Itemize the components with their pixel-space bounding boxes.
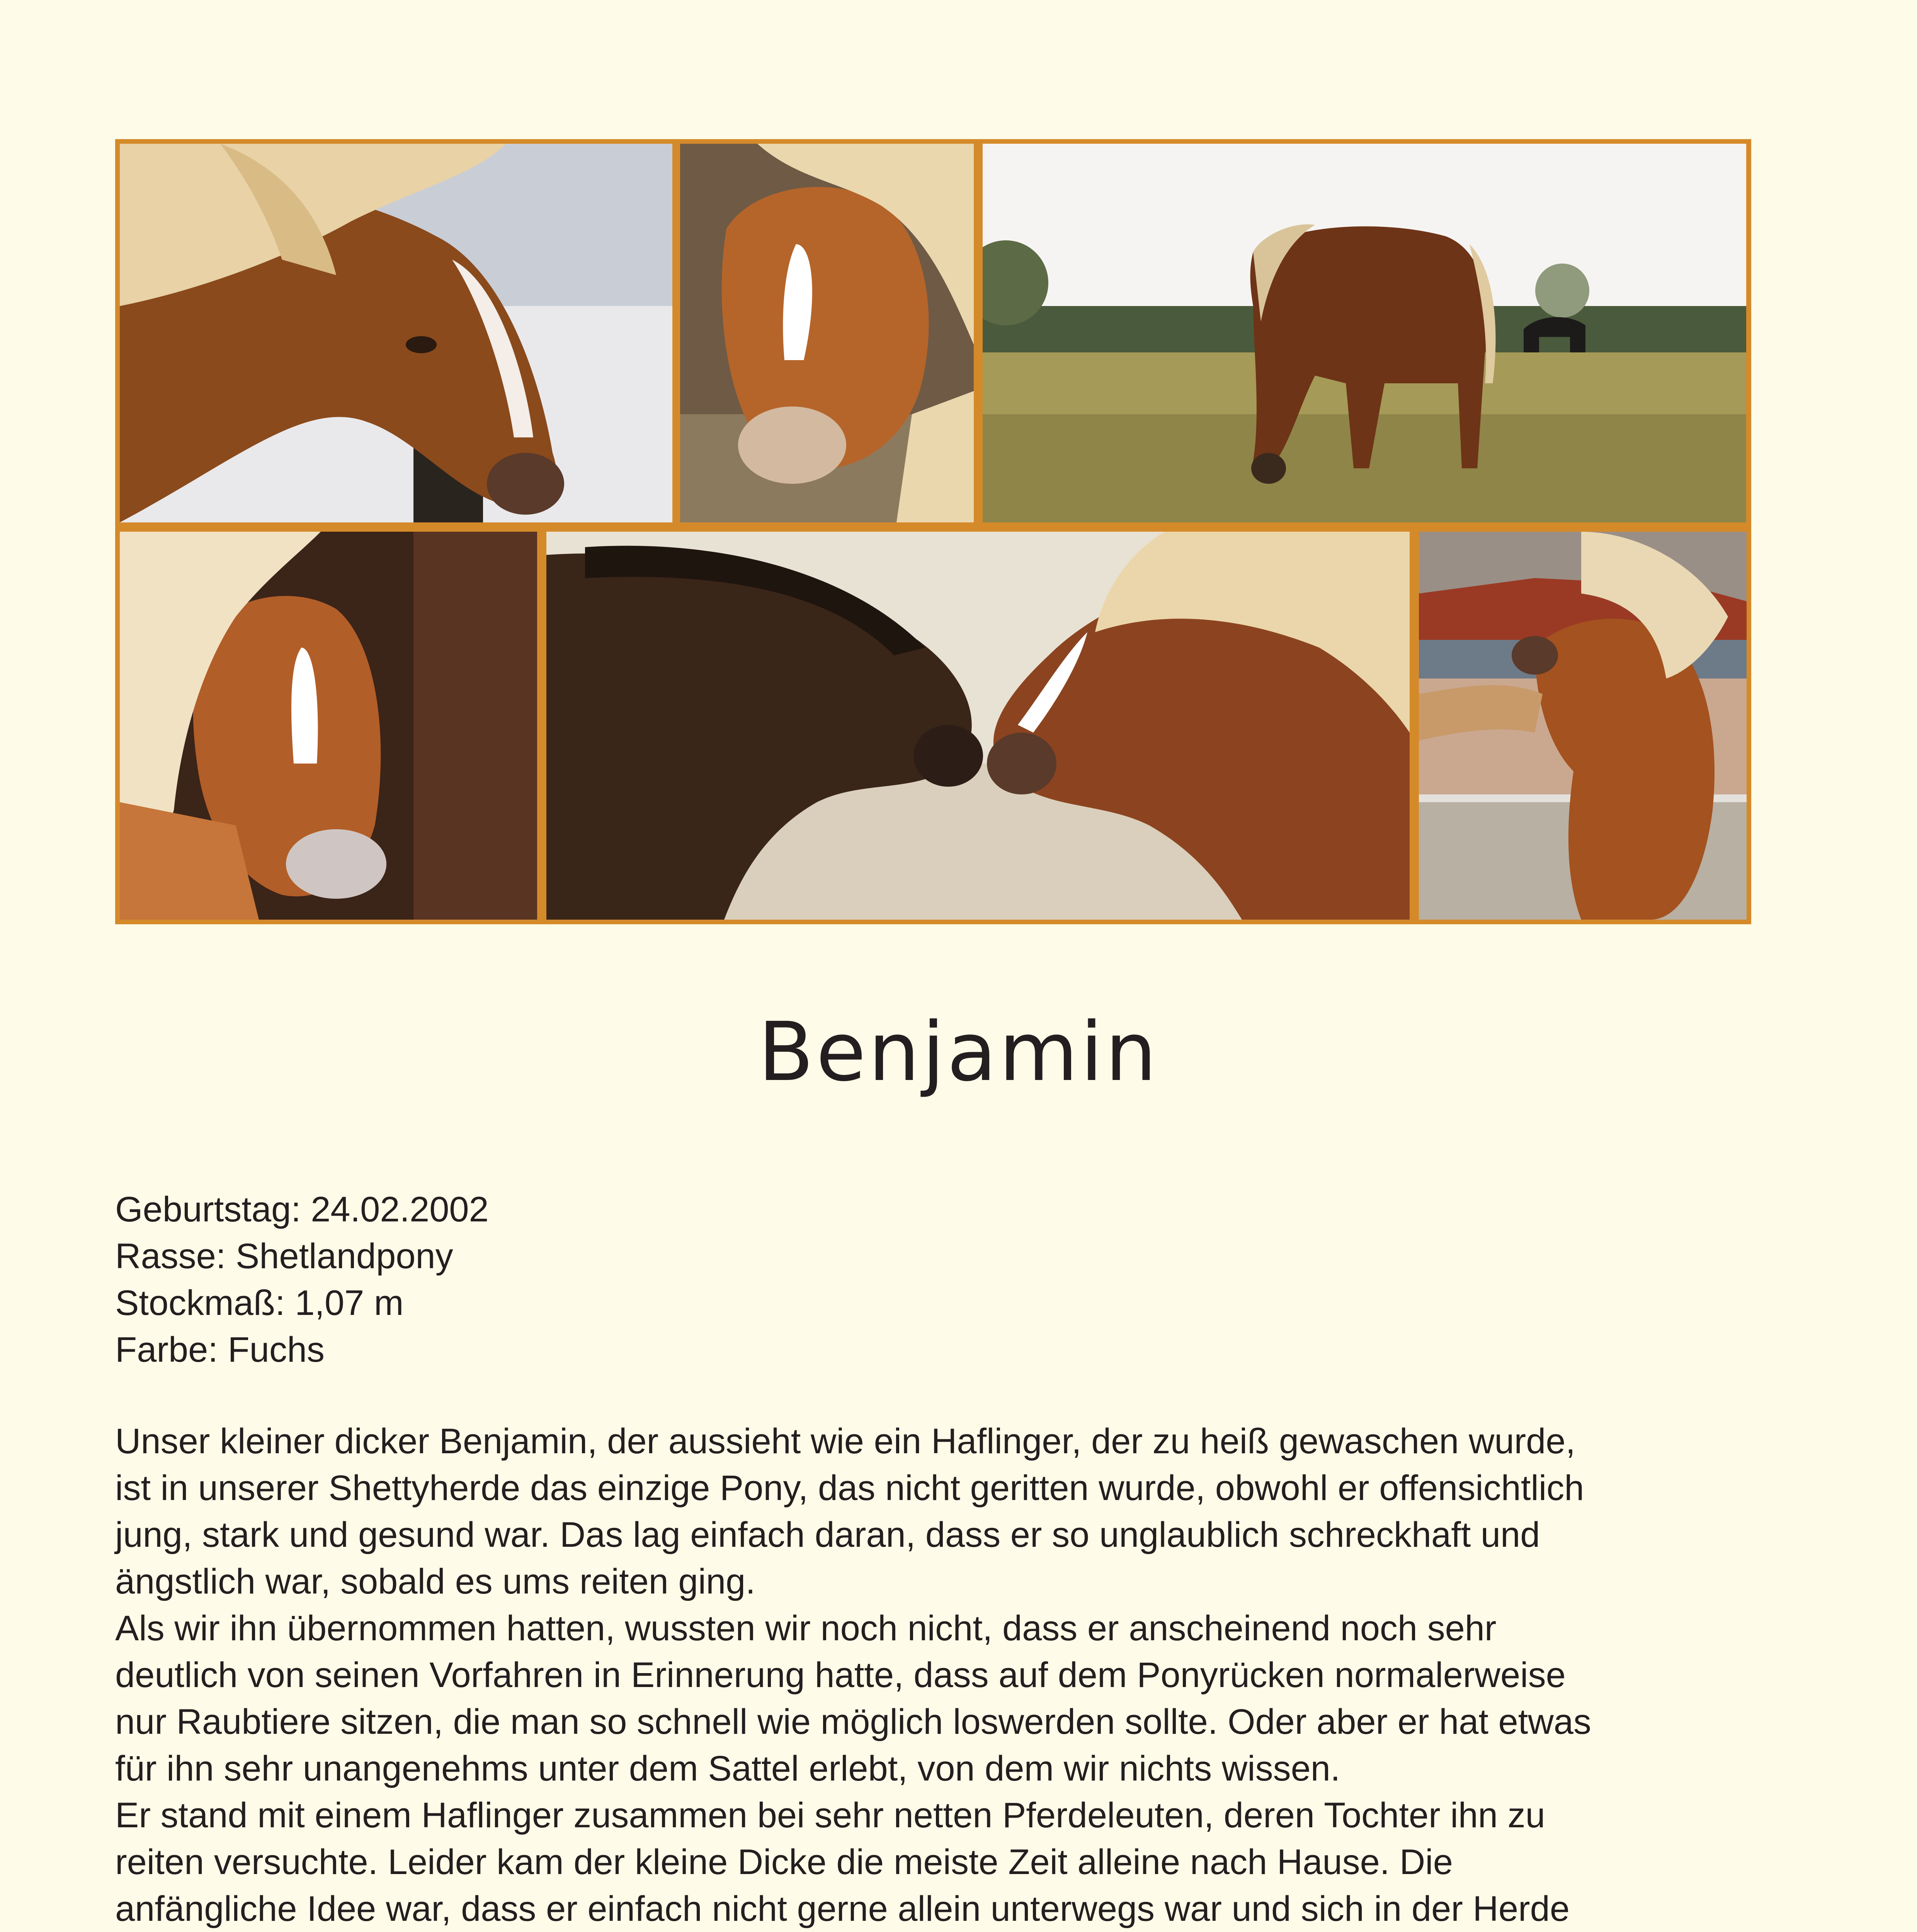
photo-ponies-nose-to-nose (542, 527, 1414, 924)
photo-pony-head-snow (115, 139, 677, 527)
photo-pony-portrait-stable (115, 527, 542, 924)
paragraph-line: ist in unserer Shettyherde das einzige Pony, das nicht geritten wurde, obwohl er offensichtlich (115, 1468, 1584, 1508)
photo-ponies-rearing (1414, 527, 1751, 924)
paragraph-line: ängstlich war, sobald es ums reiten ging. (115, 1562, 755, 1601)
paragraph-line: jung, stark und gesund war. Das lag einfach daran, dass er so unglaublich schreckhaft und (115, 1515, 1540, 1554)
paragraph-line: Unser kleiner dicker Benjamin, der aussieht wie ein Haflinger, der zu heiß gewaschen wurde, (115, 1422, 1576, 1461)
paragraph-line: anfängliche Idee war, dass er einfach nicht gerne allein unterwegs war und sich in der Herde (115, 1889, 1570, 1929)
fact-breed: Rasse: Shetlandpony (115, 1236, 453, 1276)
fact-color: Farbe: Fuchs (115, 1330, 325, 1369)
paragraph-line: nur Raubtiere sitzen, die man so schnell wie möglich loswerden sollte. Oder aber er hat etwas (115, 1702, 1591, 1742)
story-paragraph (115, 1418, 1777, 1932)
fact-birthday: Geburtstag: 24.02.2002 (115, 1190, 489, 1229)
photo-pony-grazing-field (978, 139, 1751, 527)
paragraph-line: für ihn sehr unangenehms unter dem Sattel erlebt, von dem wir nichts wissen. (115, 1749, 1340, 1788)
page-title: Benjamin (758, 1005, 1159, 1099)
paragraph-line: Als wir ihn übernommen hatten, wussten wir noch nicht, dass er anscheinend noch sehr (115, 1609, 1497, 1648)
paragraph-line: deutlich von seinen Vorfahren in Erinnerung hatte, dass auf dem Ponyrücken normalerweise (115, 1655, 1566, 1695)
fact-height: Stockmaß: 1,07 m (115, 1283, 404, 1323)
photo-pony-head-lying (677, 139, 978, 527)
photo-collage (0, 0, 1917, 927)
facts-list (115, 1186, 489, 1373)
paragraph-line: reiten versuchte. Leider kam der kleine Dicke die meiste Zeit alleine nach Hause. Die (115, 1842, 1453, 1882)
paragraph-line: Er stand mit einem Haflinger zusammen bei sehr netten Pferdeleuten, deren Tochter ihn zu (115, 1796, 1545, 1835)
